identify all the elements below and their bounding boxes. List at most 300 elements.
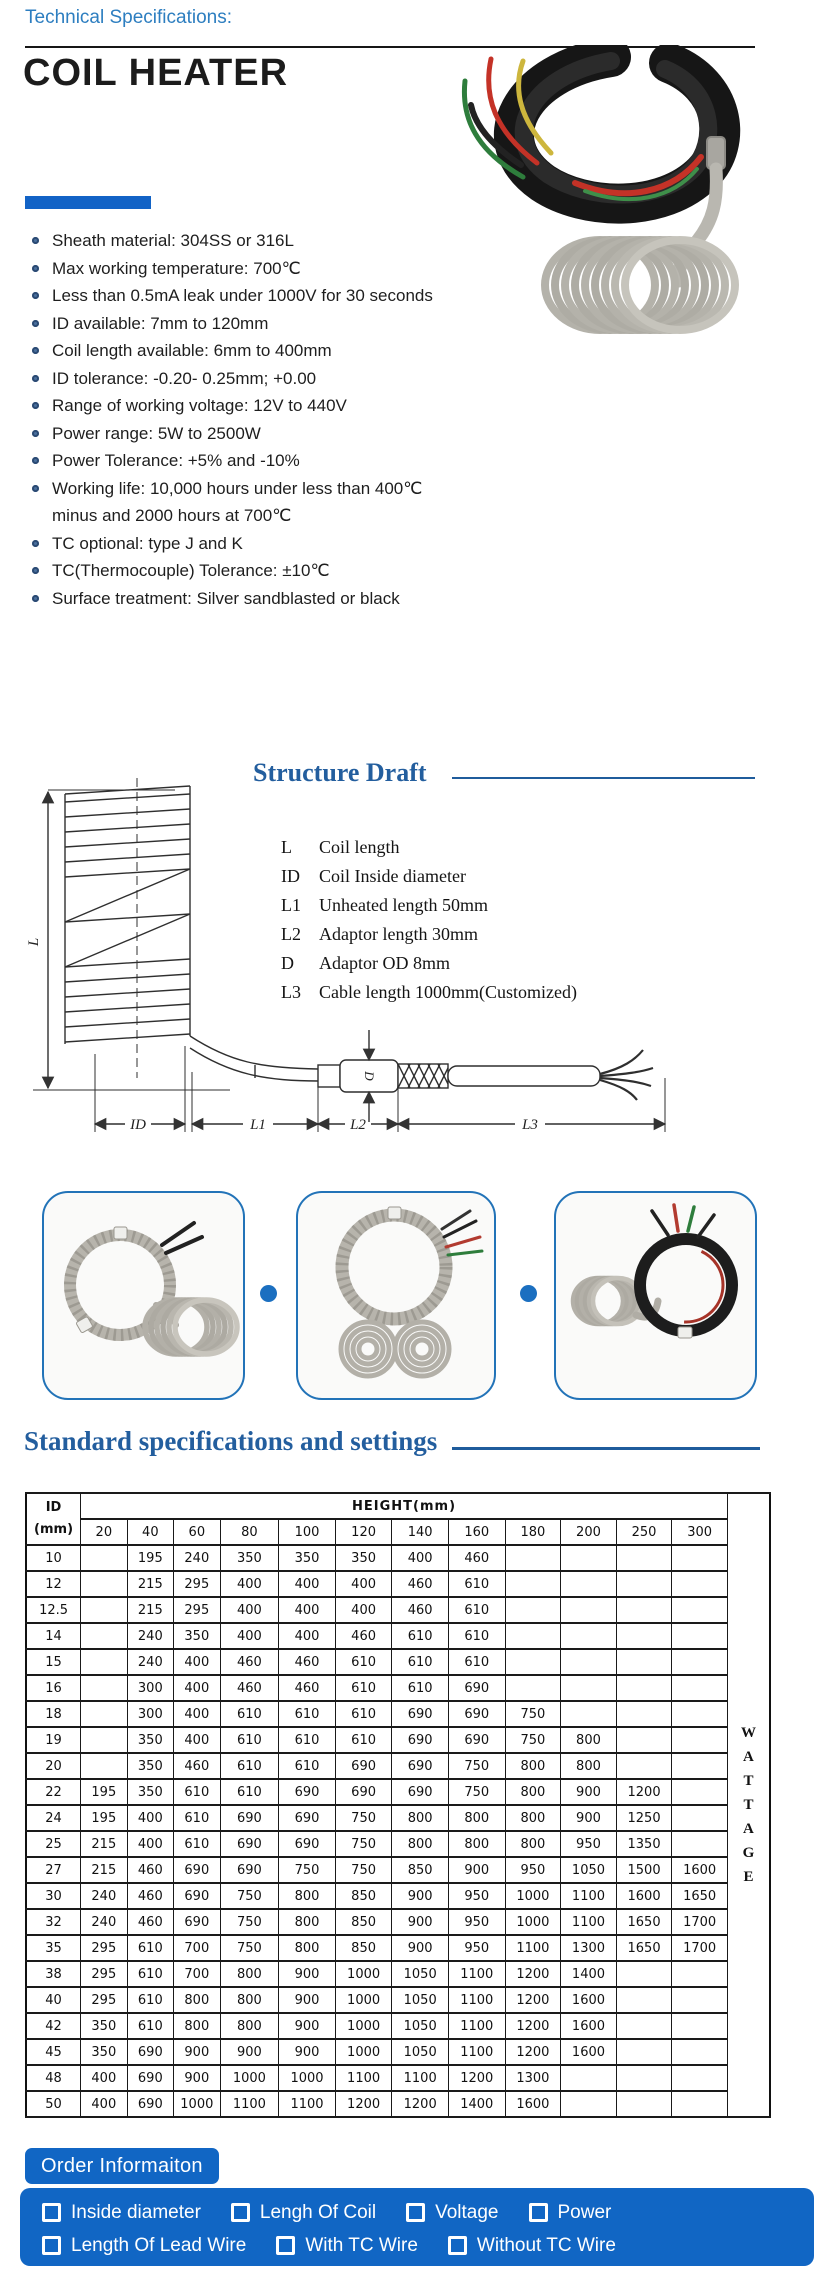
wattage-value-cell: 400 [127, 1805, 174, 1831]
wattage-value-cell [672, 1961, 728, 1987]
row-id-cell: 48 [26, 2065, 81, 2091]
order-options-row-1 [42, 2196, 814, 2229]
wattage-value-cell: 900 [279, 2013, 336, 2039]
wattage-value-cell [672, 1571, 728, 1597]
checkbox-icon[interactable] [529, 2203, 548, 2222]
wattage-value-cell: 690 [279, 1805, 336, 1831]
wattage-value-cell: 350 [220, 1545, 279, 1571]
wattage-value-cell: 1100 [448, 2039, 505, 2065]
wattage-value-cell [505, 1545, 561, 1571]
wattage-value-cell: 610 [392, 1649, 449, 1675]
wattage-value-cell: 690 [392, 1779, 449, 1805]
wattage-value-cell: 900 [174, 2039, 221, 2065]
wattage-value-cell: 400 [127, 1831, 174, 1857]
wattage-value-cell: 700 [174, 1961, 221, 1987]
spec-item-text: Max working temperature: 700℃ [52, 258, 301, 278]
height-column-header: 80 [220, 1519, 279, 1545]
legend-desc: Unheated length 50mm [319, 895, 488, 915]
order-option-label: Without TC Wire [476, 2234, 616, 2256]
bullet-dot-icon [32, 540, 39, 547]
legend-desc: Adaptor OD 8mm [319, 953, 450, 973]
row-id-cell: 32 [26, 1909, 81, 1935]
order-option-label: With TC Wire [305, 2234, 418, 2256]
wattage-value-cell: 800 [279, 1883, 336, 1909]
wattage-value-cell: 1000 [335, 2039, 392, 2065]
wattage-value-cell [81, 1727, 128, 1753]
wattage-value-cell [81, 1753, 128, 1779]
row-id-cell: 22 [26, 1779, 81, 1805]
wattage-value-cell [616, 1571, 672, 1597]
wattage-value-cell: 1600 [561, 2039, 617, 2065]
wattage-value-cell: 460 [448, 1545, 505, 1571]
wattage-value-cell: 1000 [335, 2013, 392, 2039]
wattage-value-cell: 400 [81, 2065, 128, 2091]
table-row [26, 1961, 770, 1987]
corner-line-1: ID [45, 1500, 62, 1515]
wattage-value-cell [672, 1779, 728, 1805]
bullet-dot-icon [32, 320, 39, 327]
spec-item-text: Surface treatment: Silver sandblasted or black [52, 588, 400, 608]
height-column-header: 20 [81, 1519, 128, 1545]
wattage-value-cell [672, 1545, 728, 1571]
spec-item-text: ID tolerance: -0.20- 0.25mm; +0.00 [52, 368, 317, 388]
wattage-value-cell: 690 [279, 1831, 336, 1857]
wattage-value-cell [81, 1701, 128, 1727]
spec-item [27, 365, 445, 393]
wattage-value-cell [81, 1545, 128, 1571]
wattage-value-cell: 610 [174, 1779, 221, 1805]
table-row [26, 2065, 770, 2091]
wattage-value-cell: 1000 [505, 1883, 561, 1909]
row-id-cell: 42 [26, 2013, 81, 2039]
bullet-dot-icon [32, 375, 39, 382]
spec-item-text: Sheath material: 304SS or 316L [52, 231, 294, 250]
wattage-value-cell: 350 [279, 1545, 336, 1571]
checkbox-icon[interactable] [42, 2236, 61, 2255]
row-id-cell: 16 [26, 1675, 81, 1701]
wattage-value-cell: 800 [561, 1753, 617, 1779]
page-title: COIL HEATER [23, 52, 289, 94]
spec-list [27, 227, 445, 612]
legend-code: D [281, 953, 294, 973]
bullet-dot-icon [32, 237, 39, 244]
spec-item-text: Range of working voltage: 12V to 440V [52, 396, 347, 415]
wattage-value-cell: 300 [127, 1675, 174, 1701]
wattage-value-cell [616, 1675, 672, 1701]
table-row [26, 1649, 770, 1675]
height-column-header: 300 [672, 1519, 728, 1545]
checkbox-icon[interactable] [276, 2236, 295, 2255]
wattage-value-cell [561, 1571, 617, 1597]
wattage-value-cell: 690 [174, 1909, 221, 1935]
wattage-value-cell: 610 [127, 1987, 174, 2013]
wattage-value-cell [561, 1545, 617, 1571]
wattage-value-cell: 400 [279, 1623, 336, 1649]
wattage-value-cell: 610 [279, 1727, 336, 1753]
order-option[interactable] [42, 2202, 201, 2224]
wattage-value-cell: 460 [279, 1675, 336, 1701]
wattage-value-cell [505, 1623, 561, 1649]
wattage-value-cell [561, 1701, 617, 1727]
table-row [26, 1571, 770, 1597]
wattage-value-cell: 800 [505, 1831, 561, 1857]
corner-line-2: (mm) [34, 1522, 74, 1537]
wattage-value-cell: 690 [448, 1675, 505, 1701]
wattage-value-cell: 800 [505, 1779, 561, 1805]
wattage-value-cell [505, 1649, 561, 1675]
order-information-tab: Order Informaiton [25, 2148, 219, 2184]
wattage-value-cell [672, 1675, 728, 1701]
table-row [26, 1675, 770, 1701]
wattage-value-cell: 750 [335, 1857, 392, 1883]
legend-desc: Coil Inside diameter [319, 866, 466, 886]
wattage-value-cell: 690 [127, 2039, 174, 2065]
wattage-value-cell: 750 [279, 1857, 336, 1883]
wattage-value-cell [672, 1831, 728, 1857]
table-row [26, 1805, 770, 1831]
wattage-value-cell: 1000 [335, 1987, 392, 2013]
wattage-value-cell: 900 [392, 1935, 449, 1961]
checkbox-icon[interactable] [42, 2203, 61, 2222]
spec-item-text: Power range: 5W to 2500W [52, 423, 261, 443]
wattage-value-cell [616, 2091, 672, 2117]
legend-code: ID [281, 866, 300, 886]
spec-item [27, 255, 445, 283]
row-id-cell: 12.5 [26, 1597, 81, 1623]
table-row [26, 1987, 770, 2013]
dim-label-L1: L1 [250, 1117, 266, 1133]
wattage-value-cell: 610 [335, 1649, 392, 1675]
wattage-value-cell: 400 [81, 2091, 128, 2117]
spec-item-text: Power Tolerance: +5% and -10% [52, 451, 300, 470]
wattage-value-cell: 950 [448, 1935, 505, 1961]
spec-item [27, 530, 445, 558]
order-option[interactable] [529, 2202, 612, 2224]
wattage-value-cell: 750 [220, 1935, 279, 1961]
wattage-value-cell: 690 [174, 1857, 221, 1883]
legend-desc: Cable length 1000mm(Customized) [319, 982, 577, 1002]
wattage-value-cell [616, 1623, 672, 1649]
row-id-cell: 38 [26, 1961, 81, 1987]
wattage-value-cell: 215 [81, 1857, 128, 1883]
wattage-value-cell: 690 [392, 1753, 449, 1779]
wattage-value-cell: 750 [335, 1831, 392, 1857]
wattage-value-cell [505, 1571, 561, 1597]
row-id-cell: 35 [26, 1935, 81, 1961]
wattage-value-cell: 610 [448, 1597, 505, 1623]
row-id-cell: 40 [26, 1987, 81, 2013]
bullet-dot-icon [32, 430, 39, 437]
wattage-value-cell: 1650 [672, 1883, 728, 1909]
order-option[interactable] [406, 2202, 498, 2224]
wattage-value-cell: 1200 [392, 2091, 449, 2117]
height-column-header: 160 [448, 1519, 505, 1545]
row-id-cell: 24 [26, 1805, 81, 1831]
wattage-value-cell [616, 2013, 672, 2039]
wattage-value-cell [616, 1649, 672, 1675]
wattage-value-cell: 750 [220, 1883, 279, 1909]
wattage-value-cell: 1250 [616, 1805, 672, 1831]
spec-table-body [26, 1493, 770, 2117]
spec-item [27, 392, 445, 420]
wattage-value-cell: 400 [174, 1727, 221, 1753]
spec-item [27, 557, 445, 585]
wattage-value-cell: 610 [174, 1831, 221, 1857]
legend-code: L1 [281, 895, 301, 915]
gallery-photo-2 [296, 1191, 496, 1400]
wattage-value-cell [672, 1753, 728, 1779]
wattage-value-cell: 1350 [616, 1831, 672, 1857]
dim-label-L: L [26, 937, 42, 947]
order-option[interactable] [42, 2235, 246, 2257]
wattage-value-cell: 610 [392, 1675, 449, 1701]
wattage-value-cell: 1100 [279, 2091, 336, 2117]
wattage-value-cell: 400 [392, 1545, 449, 1571]
wattage-value-cell: 610 [174, 1805, 221, 1831]
wattage-value-cell: 750 [335, 1805, 392, 1831]
wattage-value-cell: 1050 [561, 1857, 617, 1883]
wattage-value-cell: 1600 [505, 2091, 561, 2117]
section-label: Technical Specifications: [25, 7, 232, 28]
wattage-value-cell [81, 1675, 128, 1701]
wattage-value-cell: 750 [448, 1753, 505, 1779]
order-information-panel [20, 2188, 814, 2266]
wattage-value-cell: 1700 [672, 1935, 728, 1961]
table-row [26, 1727, 770, 1753]
wattage-value-cell: 400 [279, 1597, 336, 1623]
wattage-value-cell: 240 [127, 1623, 174, 1649]
bullet-dot-icon [32, 265, 39, 272]
wattage-value-cell: 800 [505, 1753, 561, 1779]
table-section-rule [452, 1447, 760, 1450]
wattage-value-cell: 610 [279, 1701, 336, 1727]
table-row [26, 1753, 770, 1779]
wattage-value-cell: 900 [279, 2039, 336, 2065]
wattage-value-cell: 295 [81, 1961, 128, 1987]
wattage-value-cell: 1000 [335, 1961, 392, 1987]
wattage-value-cell: 350 [335, 1545, 392, 1571]
wattage-value-cell: 295 [174, 1597, 221, 1623]
height-column-header: 120 [335, 1519, 392, 1545]
spec-item-text: TC(Thermocouple) Tolerance: ±10℃ [52, 561, 330, 580]
wattage-value-cell: 460 [392, 1571, 449, 1597]
wattage-value-cell: 1600 [561, 2013, 617, 2039]
wattage-value-cell: 750 [448, 1779, 505, 1805]
wattage-value-cell: 460 [127, 1883, 174, 1909]
spec-item [27, 585, 445, 613]
wattage-value-cell: 1050 [392, 1987, 449, 2013]
wattage-value-cell [672, 2013, 728, 2039]
wattage-value-cell: 850 [392, 1857, 449, 1883]
bullet-dot-icon [32, 595, 39, 602]
wattage-value-cell: 1300 [505, 2065, 561, 2091]
table-row [26, 2013, 770, 2039]
table-row [26, 1597, 770, 1623]
wattage-value-cell: 215 [127, 1571, 174, 1597]
height-column-header: 180 [505, 1519, 561, 1545]
wattage-value-cell [81, 1571, 128, 1597]
gallery-photo-1 [42, 1191, 245, 1400]
wattage-value-cell: 460 [279, 1649, 336, 1675]
wattage-value-cell: 1200 [505, 2039, 561, 2065]
wattage-value-cell [81, 1623, 128, 1649]
wattage-value-cell: 460 [127, 1857, 174, 1883]
wattage-value-cell: 295 [174, 1571, 221, 1597]
row-id-cell: 25 [26, 1831, 81, 1857]
wattage-value-cell: 610 [448, 1623, 505, 1649]
wattage-value-cell: 350 [81, 2013, 128, 2039]
structure-draft-drawing [25, 772, 770, 1147]
height-column-header: 60 [174, 1519, 221, 1545]
wattage-value-cell: 800 [279, 1935, 336, 1961]
row-id-cell: 27 [26, 1857, 81, 1883]
wattage-value-cell: 690 [392, 1701, 449, 1727]
table-section-heading: Standard specifications and settings [24, 1426, 438, 1456]
product-photo [425, 45, 800, 340]
row-id-cell: 10 [26, 1545, 81, 1571]
order-option-label: Length Of Lead Wire [71, 2234, 247, 2256]
spec-item-text: Less than 0.5mA leak under 1000V for 30 seconds [52, 286, 433, 305]
wattage-value-cell: 610 [335, 1675, 392, 1701]
spec-item [27, 310, 445, 338]
wattage-value-cell: 400 [335, 1571, 392, 1597]
wattage-value-cell: 1100 [220, 2091, 279, 2117]
wattage-value-cell: 700 [174, 1935, 221, 1961]
wattage-value-cell: 850 [335, 1909, 392, 1935]
order-option-label: Inside diameter [71, 2201, 201, 2223]
wattage-value-cell [616, 1753, 672, 1779]
wattage-value-cell: 950 [448, 1883, 505, 1909]
wattage-value-cell: 240 [174, 1545, 221, 1571]
wattage-value-cell: 1400 [561, 1961, 617, 1987]
wattage-value-cell [81, 1649, 128, 1675]
wattage-value-cell [672, 1805, 728, 1831]
wattage-value-cell: 900 [279, 1987, 336, 2013]
dim-label-ID: ID [130, 1117, 146, 1133]
wattage-value-cell: 240 [127, 1649, 174, 1675]
bullet-dot-icon [32, 292, 39, 299]
wattage-value-cell: 295 [81, 1935, 128, 1961]
spec-table-container [25, 1492, 771, 2118]
wattage-value-cell: 1600 [561, 1987, 617, 2013]
wattage-value-cell [672, 1649, 728, 1675]
wattage-value-cell: 1650 [616, 1935, 672, 1961]
wattage-value-cell [672, 2091, 728, 2117]
coil-heater-image-1 [44, 1193, 243, 1398]
bullet-dot-icon [32, 567, 39, 574]
spec-item-text: Working life: 10,000 hours under less than 400℃ minus and 2000 hours at 700℃ [52, 478, 423, 525]
row-id-cell: 30 [26, 1883, 81, 1909]
wattage-value-cell: 900 [392, 1883, 449, 1909]
order-option[interactable] [448, 2235, 616, 2257]
height-header-cell: HEIGHT(mm) [81, 1493, 728, 1519]
blue-bar [25, 196, 151, 209]
wattage-value-cell: 900 [392, 1909, 449, 1935]
table-row [26, 1623, 770, 1649]
wattage-value-cell: 690 [448, 1727, 505, 1753]
wattage-value-cell: 240 [81, 1883, 128, 1909]
wattage-value-cell: 690 [220, 1857, 279, 1883]
checkbox-icon[interactable] [406, 2203, 425, 2222]
wattage-value-cell [672, 1623, 728, 1649]
order-option[interactable] [231, 2202, 376, 2224]
wattage-value-cell: 800 [174, 2013, 221, 2039]
wattage-value-cell [616, 1701, 672, 1727]
row-id-cell: 14 [26, 1623, 81, 1649]
order-option-label: Voltage [435, 2201, 499, 2223]
wattage-value-cell: 1200 [335, 2091, 392, 2117]
table-row [26, 1779, 770, 1805]
wattage-value-cell: 1100 [335, 2065, 392, 2091]
wattage-value-cell: 1650 [616, 1909, 672, 1935]
wattage-value-cell: 400 [174, 1701, 221, 1727]
wattage-value-cell [616, 2039, 672, 2065]
legend-desc: Adaptor length 30mm [319, 924, 478, 944]
table-row [26, 2039, 770, 2065]
checkbox-icon[interactable] [231, 2203, 250, 2222]
wattage-value-cell: 460 [220, 1675, 279, 1701]
wattage-value-cell: 610 [335, 1701, 392, 1727]
wattage-value-cell: 1300 [561, 1935, 617, 1961]
bullet-dot-icon [32, 485, 39, 492]
wattage-value-cell [505, 1675, 561, 1701]
wattage-value-cell: 1100 [448, 1987, 505, 2013]
checkbox-icon[interactable] [448, 2236, 467, 2255]
wattage-value-cell [672, 2039, 728, 2065]
wattage-value-cell: 800 [561, 1727, 617, 1753]
wattage-value-cell: 400 [335, 1597, 392, 1623]
wattage-value-cell: 610 [220, 1779, 279, 1805]
order-option[interactable] [276, 2235, 418, 2257]
wattage-value-cell: 750 [505, 1701, 561, 1727]
wattage-value-cell: 800 [392, 1805, 449, 1831]
wattage-value-cell [672, 1987, 728, 2013]
wattage-value-cell [616, 1961, 672, 1987]
wattage-value-cell: 240 [81, 1909, 128, 1935]
coil-heater-image-3 [556, 1193, 755, 1398]
wattage-value-cell: 400 [279, 1571, 336, 1597]
wattage-value-cell: 400 [174, 1675, 221, 1701]
wattage-value-cell: 1200 [505, 1987, 561, 2013]
table-header-row-1 [26, 1493, 770, 1519]
wattage-value-cell: 300 [127, 1701, 174, 1727]
wattage-value-cell: 900 [279, 1961, 336, 1987]
wattage-value-cell: 195 [81, 1805, 128, 1831]
wattage-column [727, 1493, 770, 2117]
wattage-value-cell: 195 [81, 1779, 128, 1805]
wattage-value-cell [616, 2065, 672, 2091]
spec-item-text: ID available: 7mm to 120mm [52, 313, 269, 333]
wattage-value-cell: 850 [335, 1935, 392, 1961]
wattage-value-cell [561, 1623, 617, 1649]
wattage-value-cell: 1100 [448, 2013, 505, 2039]
row-id-cell: 15 [26, 1649, 81, 1675]
wattage-value-cell: 800 [220, 1961, 279, 1987]
wattage-value-cell: 460 [392, 1597, 449, 1623]
wattage-value-cell: 800 [220, 1987, 279, 2013]
bullet-dot-icon [32, 347, 39, 354]
wattage-value-cell [505, 1597, 561, 1623]
wattage-value-cell: 610 [279, 1753, 336, 1779]
table-row [26, 1545, 770, 1571]
wattage-value-cell: 1100 [392, 2065, 449, 2091]
wattage-value-cell: 460 [335, 1623, 392, 1649]
height-column-header: 250 [616, 1519, 672, 1545]
wattage-value-cell: 800 [220, 2013, 279, 2039]
wattage-value-cell [561, 1597, 617, 1623]
wattage-value-cell: 950 [448, 1909, 505, 1935]
wattage-value-cell: 215 [81, 1831, 128, 1857]
